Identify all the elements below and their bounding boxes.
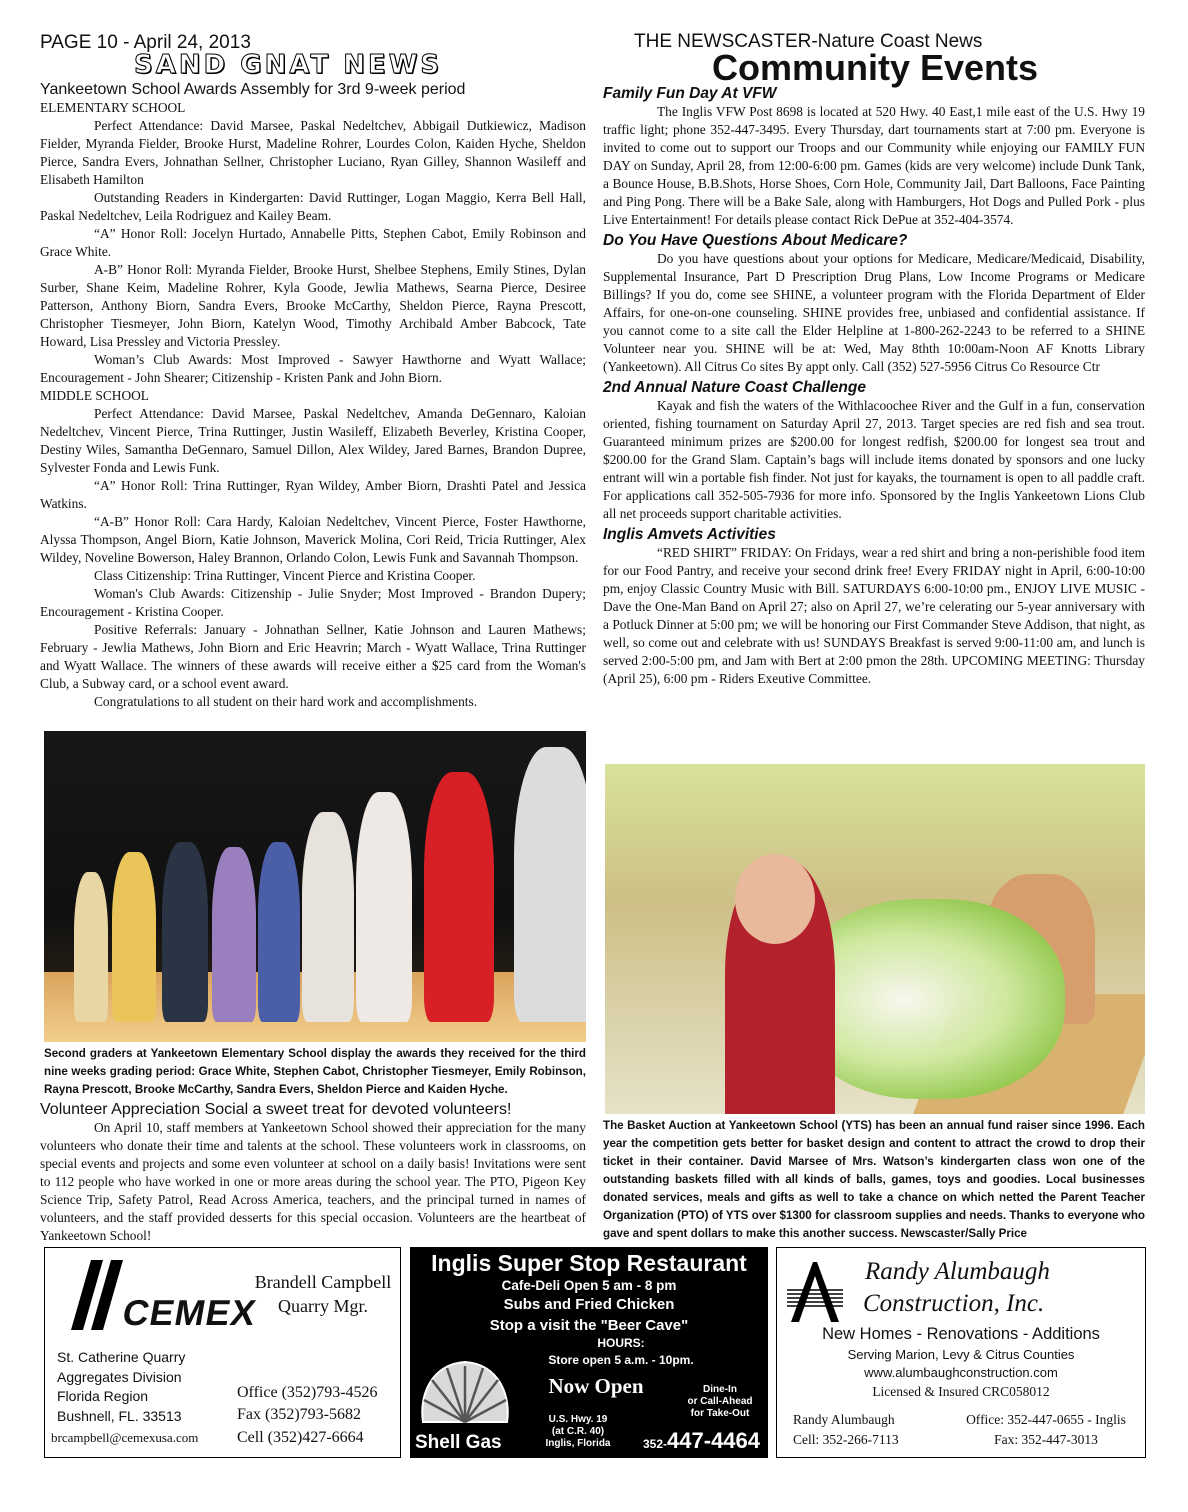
nature-coast-body: Kayak and fish the waters of the Withlacoochee River and the Gulf in a fun, conservation oriented, fishing tournament on Saturday April 27, 2013. Target species are red fish and sea trout. Guaranteed minimum prizes are $200.00 for longest redfish, $200.00 for longest sea trout and $200.00 for the Grand Slam. Captain’s bags will include items donated by sponsors and one lucky entrant will win a portable fish finder. Not just for kayaks, the tournament is open to all paddle craft. For applications call 352-505-7936 for more info. Sponsored by the Inglis Yankeetown Lions Club all net proceeds support charitable activities. xyxy=(603,398,1145,521)
inglis-address xyxy=(523,1414,633,1450)
alumbaugh-cell: Cell: 352-266-7113 xyxy=(793,1432,899,1447)
shell-gas-label: Shell Gas xyxy=(415,1432,502,1453)
student-figure xyxy=(424,772,494,1022)
inglis-line-beer-cave: Stop a visit the "Beer Cave" xyxy=(489,1317,689,1334)
alumbaugh-website[interactable]: www.alumbaughconstruction.com xyxy=(864,1365,1058,1380)
volunteer-article xyxy=(40,1100,586,1245)
alumbaugh-person: Randy Alumbaugh xyxy=(793,1412,895,1427)
inglis-dine-in-line: Dine-In xyxy=(703,1384,737,1395)
volunteer-body: On April 10, staff members at Yankeetown School showed their appreciation for the many volunteers who donate their time and talents at the school. These volunteers work in classrooms, on special events and projects and some even volunteer at school on a daily basis! Invitations were sent to 112 people who have worked in one or more areas during the school year. The PTO, Pigeon Key Science Trip, Safety Patrol, Read Across America, teachers, and the principal turned in names of volunteers, and the staff provided desserts for this special occasion. Volunteers are the heartbeat of Yankeetown School! xyxy=(40,1120,586,1243)
alumbaugh-name: Randy Alumbaugh xyxy=(865,1258,1050,1285)
volunteer-headline: Volunteer Appreciation Social a sweet treat for devoted volunteers! xyxy=(40,1101,512,1118)
alumbaugh-services: New Homes - Renovations - Additions xyxy=(822,1325,1100,1343)
cemex-contact-name: Brandell Campbell xyxy=(254,1272,392,1292)
boy-head xyxy=(735,854,815,944)
inglis-title: Inglis Super Stop Restaurant xyxy=(431,1250,747,1276)
student-figure xyxy=(356,792,412,1022)
inglis-address-line: Inglis, Florida xyxy=(545,1438,611,1449)
elem-womans-club: Woman’s Club Awards: Most Improved - Sawyer Hawthorne and Wyatt Wallace; Encouragement - John Shearer; Citizenship - Kristen Pank and John Biorn. xyxy=(40,352,586,385)
inglis-super-stop-ad xyxy=(410,1247,768,1458)
student-figure xyxy=(74,872,108,1022)
mid-positive-referrals: Positive Referrals: January - Johnathan Sellner, Katie Johnson and Lauren Mathews; February - Jewlia Mathews, John Biorn and Eric Heavrin; March - Wyatt Wallace, Trina Ruttinger and Wyatt Wallace. The winners of these awards will receive either a $25 card from the Woman's Club, a Subway card, or a school event award. xyxy=(40,622,586,691)
cemex-ad xyxy=(44,1247,401,1458)
cemex-address-line: St. Catherine Quarry xyxy=(57,1349,186,1365)
cemex-address xyxy=(57,1348,185,1426)
congratulations: Congratulations to all student on their hard work and accomplishments. xyxy=(94,694,478,709)
inglis-address-line: U.S. Hwy. 19 xyxy=(548,1414,608,1425)
student-figure xyxy=(112,852,156,1022)
amvets-body: “RED SHIRT” FRIDAY: On Fridays, wear a red shirt and bring a non-perishible food item for our Food Pantry, and receive your second drink free! Every FRIDAY night in April, 6:00-10:00 pm, enjoy Classic Country Music with Bill. SATURDAYS 6:00-10:00 pm., ENJOY LIVE MUSIC - Dave the One-Man Band on April 27; also on April 27, we’re celerating our 5-year anniversary with a Potluck Dinner at 5:00 pm; we will be honoring our First Commander Steve Addison, that night, as well, so come out and celebrate with us! SUNDAYS Breakfast is served 9:00-11:00 am, and lunch is served 2:00-5:00 pm, and Jam with Bert at 2:00 pmon the 28th. UPCOMING MEETING: Thursday (April 25), 6:00 pm - Riders Exeutive Committee. xyxy=(603,545,1145,686)
basket-auction-photo xyxy=(605,764,1145,1114)
section-title-community-events: Community Events xyxy=(712,47,1039,88)
cemex-contact-title: Quarry Mgr. xyxy=(278,1296,368,1316)
elem-a-honor-roll: “A” Honor Roll: Jocelyn Hurtado, Annabelle Pitts, Stephen Cabot, Emily Robinson and Grace White. xyxy=(40,226,586,259)
cemex-fax: Fax (352)793-5682 xyxy=(237,1406,361,1423)
cemex-address-line: Florida Region xyxy=(57,1388,149,1404)
cemex-cell: Cell (352)427-6664 xyxy=(237,1429,364,1446)
inglis-phone-prefix: 352- xyxy=(643,1437,668,1451)
page-label: PAGE 10 - April 24, 2013 xyxy=(40,32,251,53)
left-article xyxy=(40,80,586,711)
mid-class-citizenship: Class Citizenship: Trina Ruttinger, Vincent Pierce and Kristina Cooper. xyxy=(94,568,476,583)
inglis-hours: Store open 5 a.m. - 10pm. xyxy=(548,1353,694,1367)
elem-ab-honor-roll: A-B” Honor Roll: Myranda Fielder, Brooke Hurst, Shelbee Stephens, Emily Stines, Dylan Surber, Shane Keim, Madeline Rohrer, Kyla Goode, Jewlia Mathews, Searna Pierce, Desiree Patterson, Anthony Biorn, Sandra Evers, Brooke McCarthy, Sheldon Pierce, Rayna Prescott, Christopher Tiesmeyer, John Biorn, Katelyn Wood, Timothy Archibald Amber Babcock, Tate Howard, Lisa Pressley and Victoria Pressley. xyxy=(40,262,586,349)
nature-coast-subhead: 2nd Annual Nature Coast Challenge xyxy=(603,379,866,396)
inglis-dine-in-line: or Call-Ahead xyxy=(687,1396,753,1407)
vfw-subhead: Family Fun Day At VFW xyxy=(603,85,777,102)
alumbaugh-area: Serving Marion, Levy & Citrus Counties xyxy=(847,1347,1075,1362)
student-figure xyxy=(514,747,586,1022)
mid-a-honor-roll: “A” Honor Roll: Trina Ruttinger, Ryan Wildey, Amber Biorn, Drashti Patel and Jessica Watkins. xyxy=(40,478,586,511)
inglis-dine-in-line: for Take-Out xyxy=(690,1408,750,1419)
gift-basket xyxy=(795,899,1065,1099)
alumbaugh-a-logo-icon xyxy=(787,1260,843,1324)
elem-outstanding-readers: Outstanding Readers in Kindergarten: David Ruttinger, Logan Maggio, Kerra Bell Hall, Paskal Nedeltchev, Leila Rodriguez and Kailey Beam. xyxy=(40,190,586,223)
left-photo-caption: Second graders at Yankeetown Elementary School display the awards they received for the third nine weeks grading period: Grace White, Stephen Cabot, Christopher Tiesmeyer, Emily Robinson, Rayna Prescott, Brooke McCarthy, Sandra Evers, Sheldon Pierce and Kaiden Hyche. xyxy=(44,1047,586,1096)
cemex-address-line: Bushnell, FL. 33513 xyxy=(57,1407,182,1424)
amvets-subhead: Inglis Amvets Activities xyxy=(603,526,776,543)
cemex-email[interactable]: brcampbell@cemexusa.com xyxy=(51,1430,199,1445)
inglis-hours-label: HOURS: xyxy=(597,1336,645,1350)
awards-headline: Yankeetown School Awards Assembly for 3rd 9-week period xyxy=(40,81,466,98)
mid-ab-honor-roll: “A-B” Honor Roll: Cara Hardy, Kaloian Nedeltchev, Vincent Pierce, Foster Hawthorne, Alyssa Thompson, Angel Biorn, Katie Johnson, Maverick Molina, Cori Reid, Tricia Ruttinger, Alex Wildey, Noveline Bowerson, Haley Brannon, Orlando Colon, Lewis Funk and Savannah Thompson. xyxy=(40,514,586,565)
inglis-address-line: (at C.R. 40) xyxy=(551,1426,605,1437)
inglis-phone xyxy=(643,1428,760,1454)
student-figure xyxy=(302,812,354,1022)
medicare-body: Do you have questions about your options for Medicare, Medicare/Medicaid, Disability, Supplemental Insurance, Part D Prescription Drug Plans, Low Income Programs or Medicare Billings? If you do, come see SHINE, a volunteer program with the Florida Department of Elder Affairs, for one-on-one counseling. SHINE provides free, unbiased and confidential assistance. If you cannot come to a site call the Elder Helpline at 1-800-262-2243 to be referred to a SHINE Volunteer near you. SHINE will be at: Wed, May 8thth 10:00am-Noon AF Knotts Library (Yankeetown). All Citrus Co sites By appt only. Call (352) 527-5956 Citrus Co Resource Ctr xyxy=(603,251,1145,374)
alumbaugh-office: Office: 352-447-0655 - Inglis xyxy=(966,1412,1126,1427)
elem-perfect-attendance: Perfect Attendance: David Marsee, Paskal Nedeltchev, Abbigail Dutkiewicz, Madison Fielder, Myranda Fielder, Brooke Hurst, Madeline Rohrer, Lourdes Colon, Kaiden Hyche, Sheldon Pierce, Sandra Evers, Johnathan Sellner, Christopher Luciano, Ryan Gilley, Shannon Wasileff and Elisabeth Hamilton xyxy=(40,118,586,187)
vfw-body: The Inglis VFW Post 8698 is located at 520 Hwy. 40 East,1 mile east of the U.S. Hwy 19 traffic light; phone 352-447-3495. Every Thursday, dart tournaments start at 7:00 pm. Everyone is invited to come out to support our Troops and our Community while enjoying our FAMILY FUN DAY on Sunday, April 28, from 12:00-6:00 pm. Games (kids are very welcome) include Dunk Tank, a Bounce House, B.B.Shots, Horse Shoes, Corn Hole, Community Jail, Dart Balloons, Face Painting and Ping Pong. There will be a Bake Sale, along with Hamburgers, Hot Dogs and Pulled Pork - plus Live Entertainment! For details please contact Rick DePue at 352-404-3574. xyxy=(603,104,1145,227)
student-figure xyxy=(162,842,208,1022)
medicare-subhead: Do You Have Questions About Medicare? xyxy=(603,232,908,249)
alumbaugh-license: Licensed & Insured CRC058012 xyxy=(872,1384,1050,1399)
mid-perfect-attendance: Perfect Attendance: David Marsee, Paskal Nedeltchev, Amanda DeGennaro, Kaloian Nedeltchev, Vincent Pierce, Trina Ruttinger, Justin Wasileff, Elizabeth Beverley, Kristina Cooper, Destiny Wiles, Samantha DeGennaro, Samuel Dillon, Alex Wildey, Jared Barnes, Brandon Dupree, Sylvester Fonda and Lewis Funk. xyxy=(40,406,586,475)
mid-womans-club: Woman's Club Awards: Citizenship - Julie Snyder; Most Improved - Brandon Dupery; Encouragement - Kristina Cooper. xyxy=(40,586,586,619)
newspaper-name: THE NEWSCASTER-Nature Coast News xyxy=(634,31,983,52)
inglis-now-open: Now Open xyxy=(548,1374,644,1398)
section-title-sand-gnat-news: SAND GNAT NEWS xyxy=(134,50,443,80)
alumbaugh-company: Construction, Inc. xyxy=(863,1290,1045,1317)
right-photo-caption: The Basket Auction at Yankeetown School (YTS) has been an annual fund raiser since 1996. Each year the competition gets better for basket design and content to attract the crowd to drop their ticket in their container. David Marsee of Mrs. Watson’s kindergarten class won one of the outstanding baskets filled with all kinds of balls, games, toys and goodies. Local businesses donated services, meals and gifts as well to take a chance on which netted the Parent Teacher Organization (PTO) of YTS over $1300 for classroom supplies and needs. Thanks to everyone who gave and spent dollars to make this another success. Newscaster/Sally Price xyxy=(603,1119,1145,1240)
middle-label: MIDDLE SCHOOL xyxy=(40,388,149,403)
inglis-line-cafe: Cafe-Deli Open 5 am - 8 pm xyxy=(501,1278,677,1293)
shell-logo-icon xyxy=(417,1356,513,1428)
randy-alumbaugh-ad xyxy=(776,1247,1146,1458)
student-figure xyxy=(212,847,256,1022)
cemex-office-phone: Office (352)793-4526 xyxy=(237,1384,378,1401)
student-figure xyxy=(258,842,300,1022)
cemex-logo-text: CEMEX xyxy=(119,1292,260,1333)
alumbaugh-fax: Fax: 352-447-3013 xyxy=(994,1432,1098,1447)
inglis-phone-number: 447-4464 xyxy=(667,1428,761,1453)
inglis-dine-in xyxy=(675,1384,765,1420)
right-articles xyxy=(603,82,1145,688)
cemex-address-line: Aggregates Division xyxy=(57,1368,182,1385)
elementary-label: ELEMENTARY SCHOOL xyxy=(40,100,186,115)
second-graders-photo xyxy=(44,731,586,1042)
inglis-line-subs: Subs and Fried Chicken xyxy=(503,1296,675,1313)
